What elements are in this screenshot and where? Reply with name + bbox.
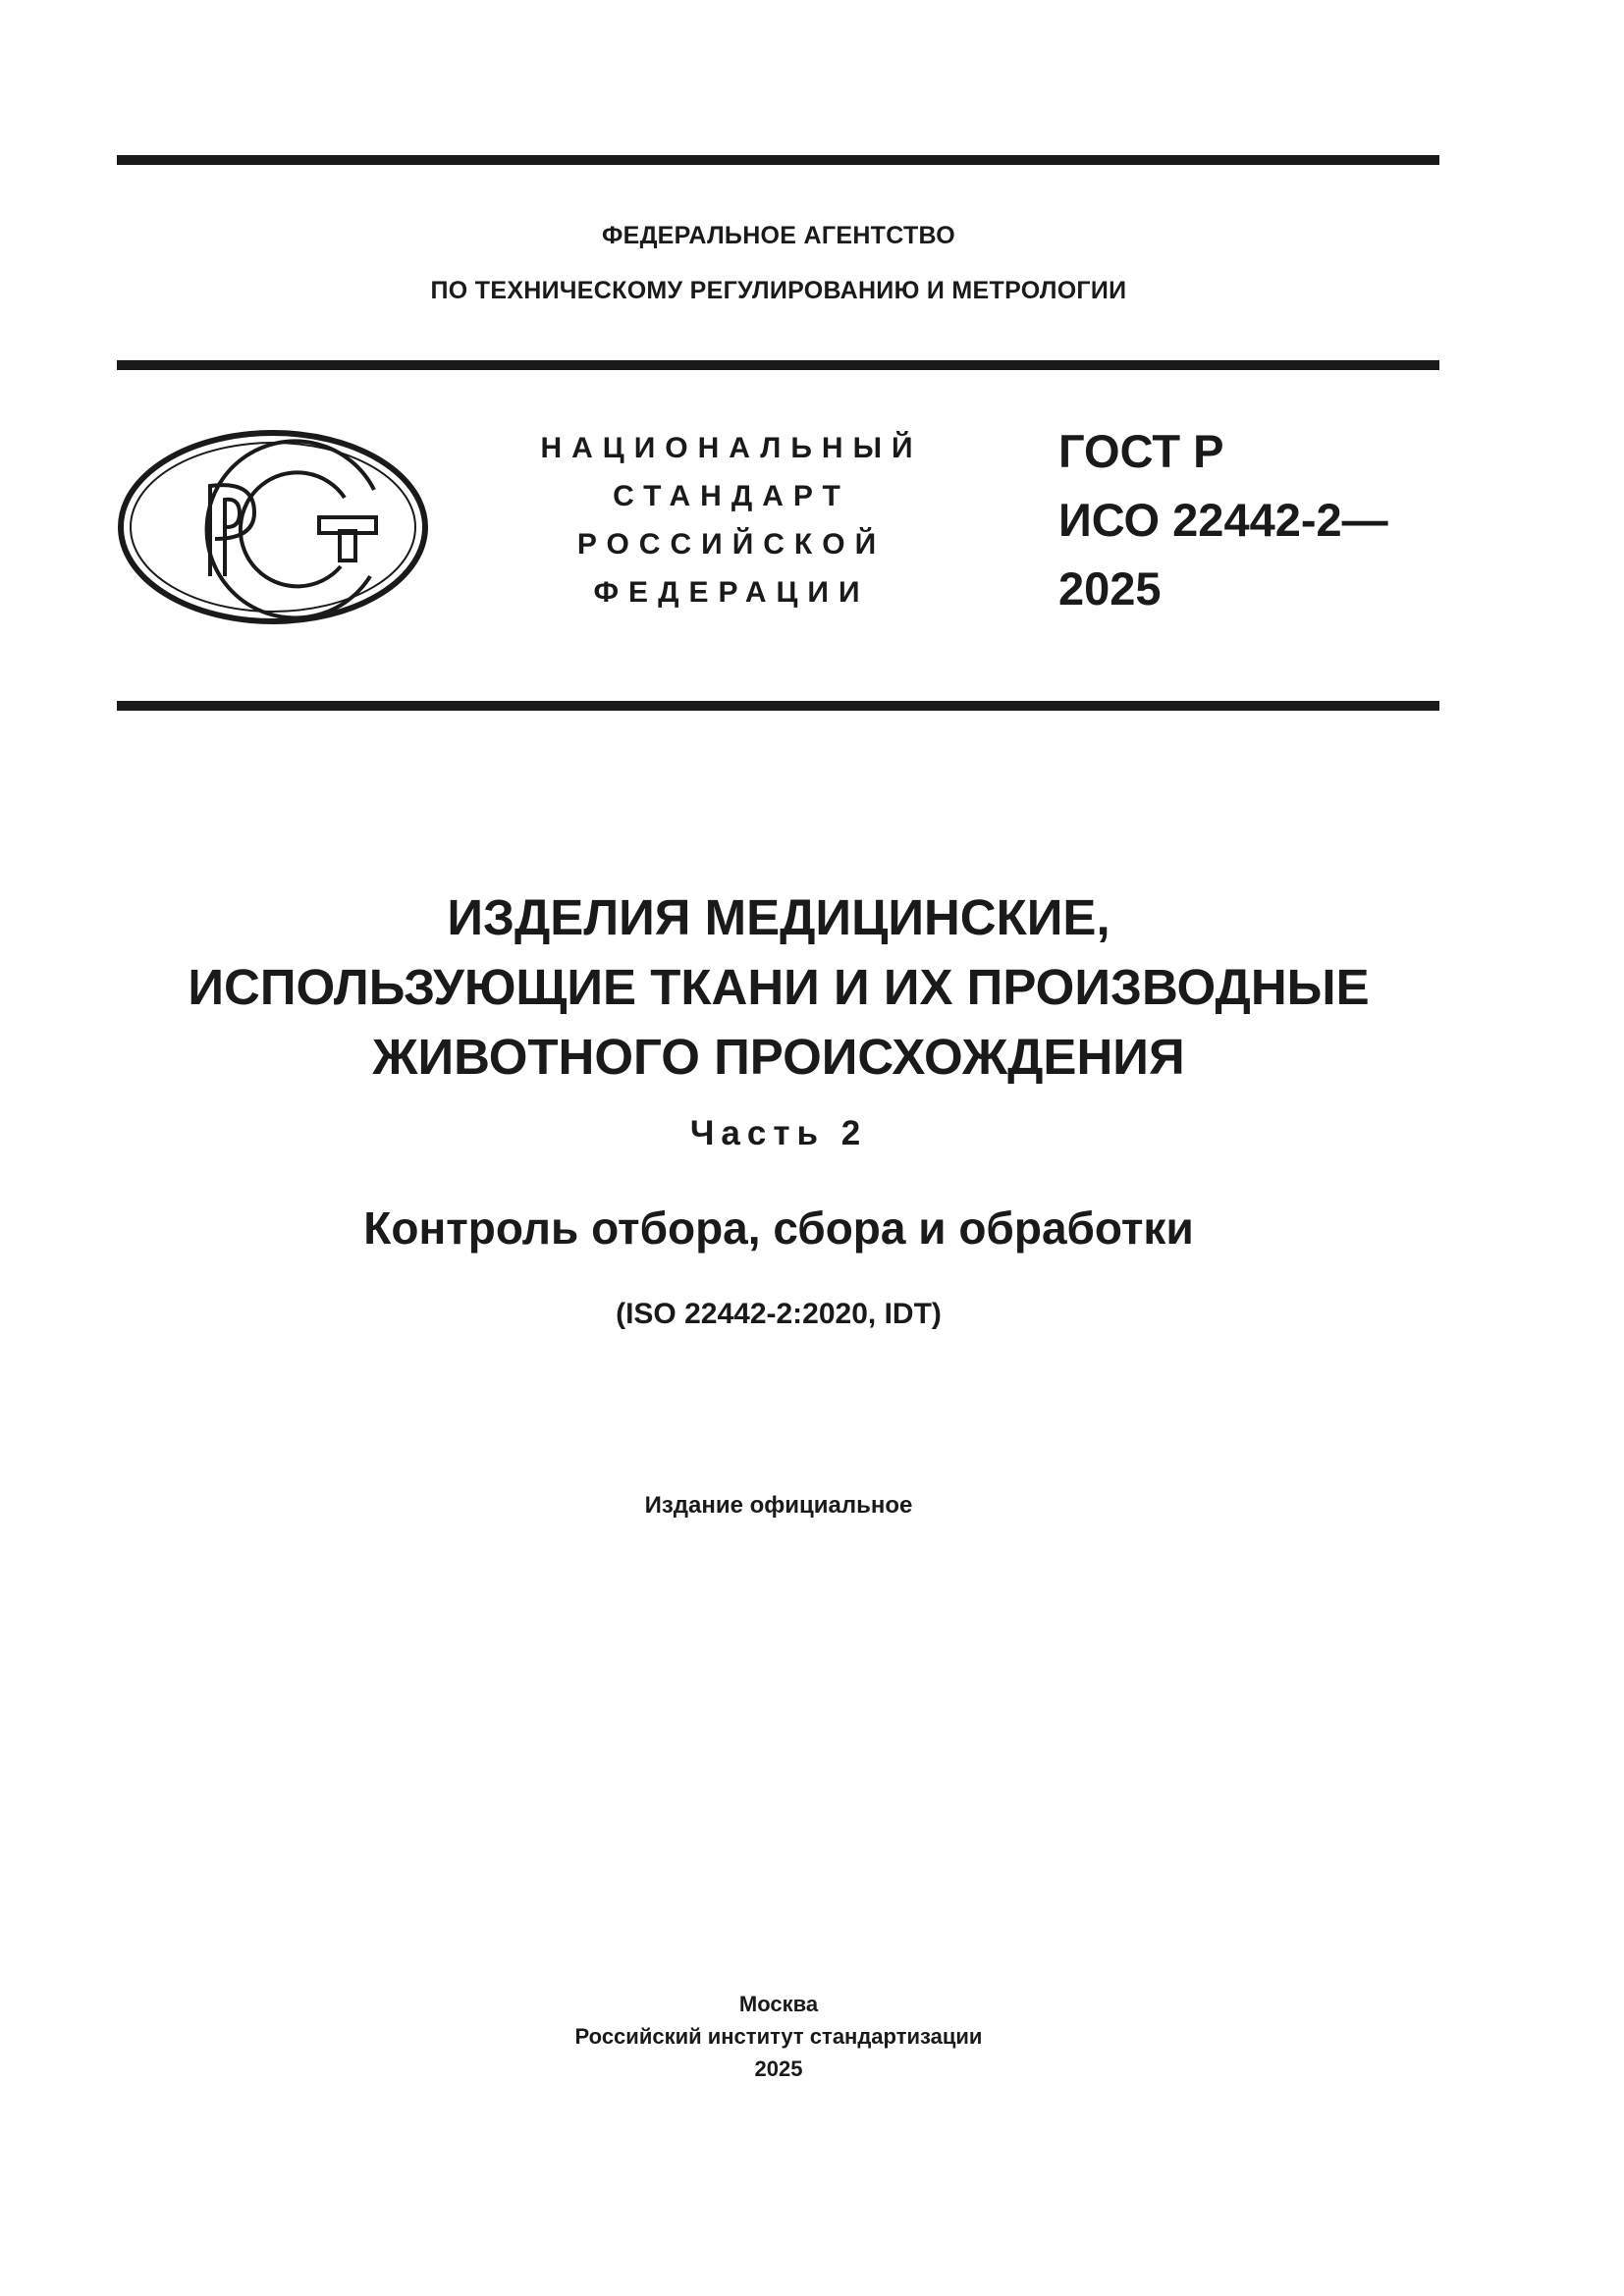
document-title	[0, 882, 1557, 1092]
title-line-2: ИСПОЛЬЗУЮЩИЕ ТКАНИ И ИХ ПРОИЗВОДНЫЕ	[188, 959, 1370, 1015]
bottom-header-rule	[117, 701, 1439, 711]
imprint-year: 2025	[754, 2056, 803, 2081]
designation-line-2: ИСО 22442-2—	[1058, 494, 1388, 546]
agency-name-line-2: ПО ТЕХНИЧЕСКОМУ РЕГУЛИРОВАНИЮ И МЕТРОЛОГИИ	[430, 277, 1127, 304]
standard-type-line-2: СТАНДАРТ	[613, 480, 850, 512]
designation-line-1: ГОСТ Р	[1058, 425, 1224, 477]
edition-note: Издание официальное	[644, 1492, 913, 1519]
standard-type-line-1: НАЦИОНАЛЬНЫЙ	[540, 432, 923, 464]
document-subtitle: Контроль отбора, сбора и обработки	[363, 1202, 1194, 1254]
top-rule	[117, 155, 1439, 165]
standard-designation	[1058, 417, 1451, 623]
part-label: Часть 2	[689, 1114, 868, 1152]
imprint-city: Москва	[738, 1992, 819, 2016]
imprint-publisher: Российский институт стандартизации	[574, 2024, 983, 2049]
title-line-1: ИЗДЕЛИЯ МЕДИЦИНСКИЕ,	[447, 889, 1110, 945]
iso-reference: (ISO 22442-2:2020, IDT)	[616, 1298, 942, 1330]
standard-type-block	[501, 424, 962, 616]
designation-line-3: 2025	[1058, 562, 1162, 614]
standard-type-line-3: РОССИЙСКОЙ	[576, 528, 887, 561]
imprint-block	[0, 1988, 1557, 2085]
title-line-3: ЖИВОТНОГО ПРОИСХОЖДЕНИЯ	[372, 1029, 1185, 1085]
standard-type-line-4: ФЕДЕРАЦИИ	[593, 576, 870, 609]
rst-emblem-icon	[117, 429, 429, 625]
header-divider-rule	[117, 360, 1439, 370]
agency-name-line-1: ФЕДЕРАЛЬНОЕ АГЕНТСТВО	[601, 222, 956, 249]
